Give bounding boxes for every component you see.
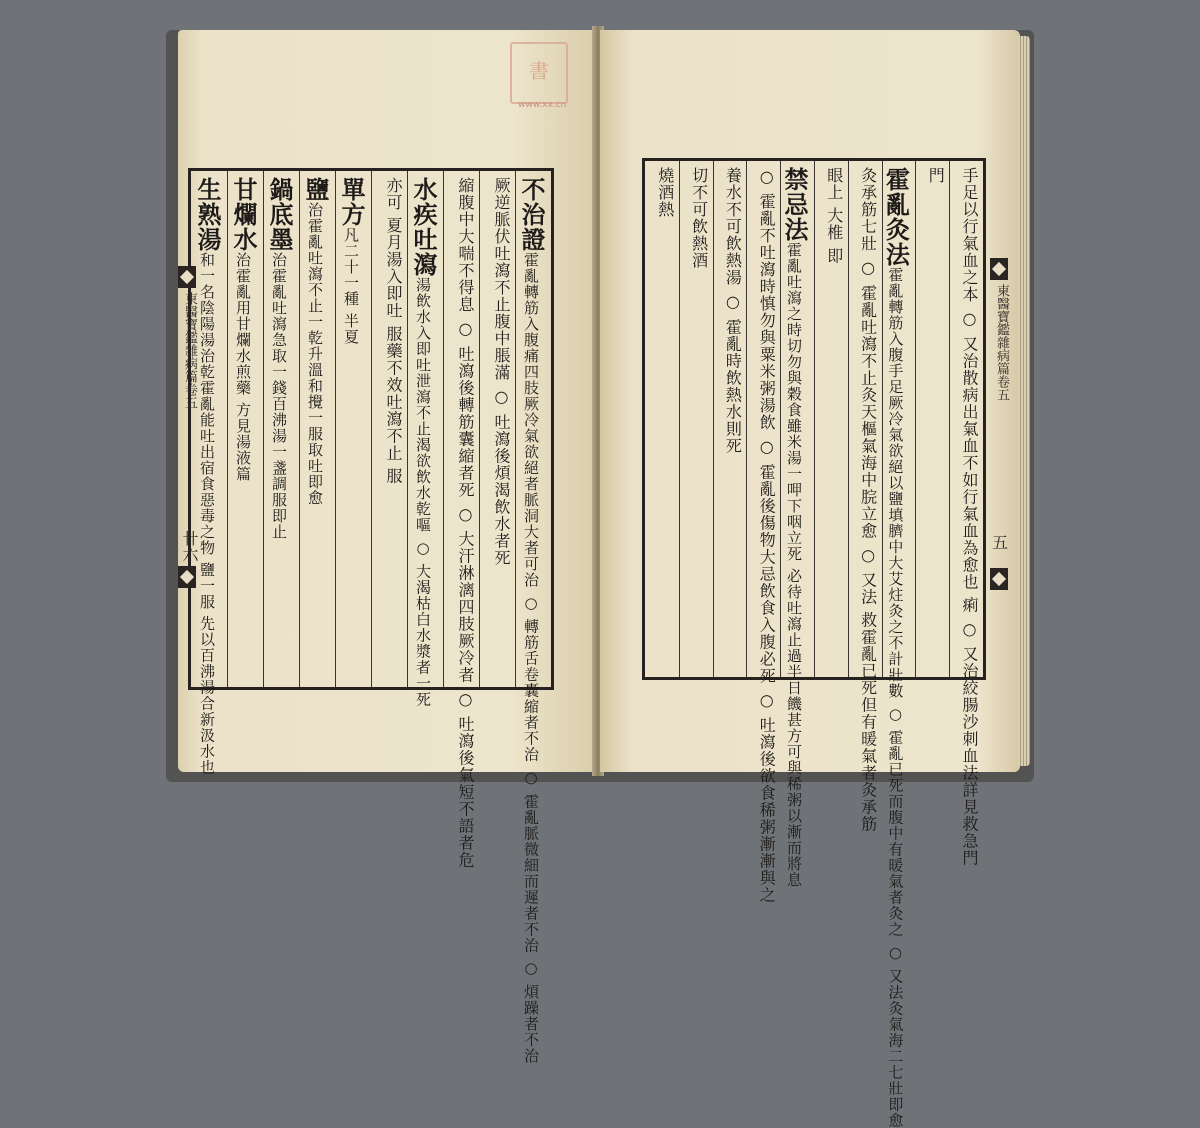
- column-rule: [679, 161, 680, 677]
- right-fish-tail-bottom: [990, 568, 1008, 590]
- text-column: [951, 167, 981, 867]
- right-fish-tail-top: [990, 258, 1008, 280]
- column-rule: [443, 171, 444, 687]
- column-text: 切不可飲熱酒: [689, 167, 709, 269]
- open-book: [172, 22, 1032, 1128]
- column-text: 縮腹中大喘不得息 ○ 吐瀉後轉筋囊縮者死 ○ 大汗淋漓四肢厥冷者 ○ 吐瀉後氣短不語者危: [456, 177, 475, 869]
- text-column: [881, 167, 914, 1128]
- column-heading: 鹽: [301, 177, 330, 202]
- column-text: 亦可 夏月湯入即吐 服藥不效吐瀉不止 服: [384, 177, 403, 485]
- text-column: [779, 167, 812, 888]
- text-column: [265, 177, 297, 685]
- text-column: [917, 167, 947, 675]
- column-text: 治霍亂吐瀉急取一錢百沸湯一盞調服即止: [270, 252, 288, 540]
- text-column: [337, 177, 369, 685]
- column-text: 眼上 大椎 即: [824, 167, 844, 265]
- column-text: 霍亂吐瀉之時切勿與穀食雖米湯一呷下咽立死 必待吐瀉止過半日饑甚方可與稀粥以漸而將息: [784, 242, 803, 888]
- page-edges: [1018, 36, 1030, 766]
- column-text: 和一名陰陽湯治乾霍亂能吐出宿食惡毒之物 鹽一服 先以百沸湯合新汲水也: [198, 252, 216, 776]
- column-rule: [746, 161, 747, 677]
- left-header: 東醫寶鑑雜病篇卷五: [182, 292, 197, 409]
- text-column: [850, 167, 880, 833]
- column-rule: [371, 171, 372, 687]
- column-heading: 鍋底墨: [265, 177, 294, 252]
- column-text: 治霍亂吐瀉不止一乾升溫和攪一服取吐即愈: [306, 202, 324, 506]
- text-column: [748, 167, 778, 904]
- column-text: 灸承筋七壯 ○ 霍亂吐瀉不止灸天樞氣海中脘立愈 ○ 又法 救霍亂已死但有暖氣者灸承筋: [858, 167, 878, 833]
- library-stamp: [510, 42, 568, 104]
- column-heading: 不治證: [517, 177, 546, 252]
- stamp-text: 書: [529, 59, 549, 83]
- text-column: [481, 177, 513, 685]
- column-heading: 單方: [337, 177, 366, 227]
- left-text-frame: [188, 168, 554, 1064]
- column-rule: [949, 161, 950, 677]
- text-column: [301, 177, 333, 685]
- right-page-number: 五: [992, 533, 1009, 552]
- text-column: [445, 177, 477, 869]
- column-text: 手足以行氣血之本 ○ 又治散病出氣血不如行氣血為愈也 痢 ○ 又治絞腸沙刺血法詳見救急門: [959, 167, 979, 867]
- text-column: [373, 177, 405, 685]
- column-rule: [713, 161, 714, 677]
- text-column: [409, 177, 441, 708]
- column-text: ○ 霍亂不吐瀉時慎勿與粟米粥湯飲 ○ 霍亂後傷物大忌飲食入腹必死 ○ 吐瀉後欲食稀粥漸漸與之: [757, 167, 777, 904]
- column-heading: 生熟湯: [193, 177, 222, 252]
- text-column: [715, 167, 745, 675]
- column-rule: [479, 171, 480, 687]
- text-column: [816, 167, 846, 675]
- column-rule: [814, 161, 815, 677]
- left-fish-tail-bottom: [178, 566, 196, 588]
- right-page: [600, 30, 1020, 1128]
- left-fish-tail-top: [178, 266, 196, 288]
- column-text: 治霍亂用甘爛水煎藥 方見湯液篇: [234, 252, 252, 482]
- column-heading: 霍亂灸法: [881, 167, 911, 267]
- right-header: 東醫寶鑑雜病篇卷五: [994, 284, 1009, 401]
- column-text: 凡二十一種 半夏: [342, 227, 360, 345]
- column-text: 霍亂轉筋入腹手足厥冷氣欲絕以鹽填臍中大艾炷灸之不計壯數 ○ 霍亂已死而腹中有暖氣者灸之 ○ 又法灸氣海二七壯即愈: [886, 267, 905, 1128]
- column-text: 門: [926, 167, 946, 184]
- column-text: 養水不可飲熱湯 ○ 霍亂時飲熱水則死: [723, 167, 743, 455]
- column-heading: 水疾吐瀉: [409, 177, 438, 277]
- column-heading: 禁忌法: [779, 167, 809, 242]
- column-rule: [915, 161, 916, 677]
- text-column: [517, 177, 549, 1064]
- column-rule: [848, 161, 849, 677]
- column-text: 湯飲水入即吐泄瀉不止渴欲飲水乾嘔 ○ 大渴枯白水漿者一死: [414, 277, 432, 708]
- text-column: [193, 177, 225, 776]
- text-column: [229, 177, 261, 685]
- text-column: [647, 167, 677, 675]
- column-text: 厥逆脈伏吐瀉不止腹中脹滿 ○ 吐瀉後煩渴飲水者死: [492, 177, 511, 567]
- right-text-frame: [642, 158, 986, 1128]
- column-text: 霍亂轉筋入腹痛四肢厥冷氣欲絕者脈洞大者可治 ○ 轉筋舌卷囊縮者不治 ○ 霍亂脈微細而遲者不治 ○ 煩躁者不治: [522, 252, 540, 1064]
- stamp-url: www.xx.cn: [518, 100, 567, 110]
- left-page-number: 卄六: [180, 530, 199, 562]
- text-column: [681, 167, 711, 675]
- left-page: [178, 30, 596, 1064]
- column-heading: 甘爛水: [229, 177, 258, 252]
- column-text: 燒酒熱: [655, 167, 675, 218]
